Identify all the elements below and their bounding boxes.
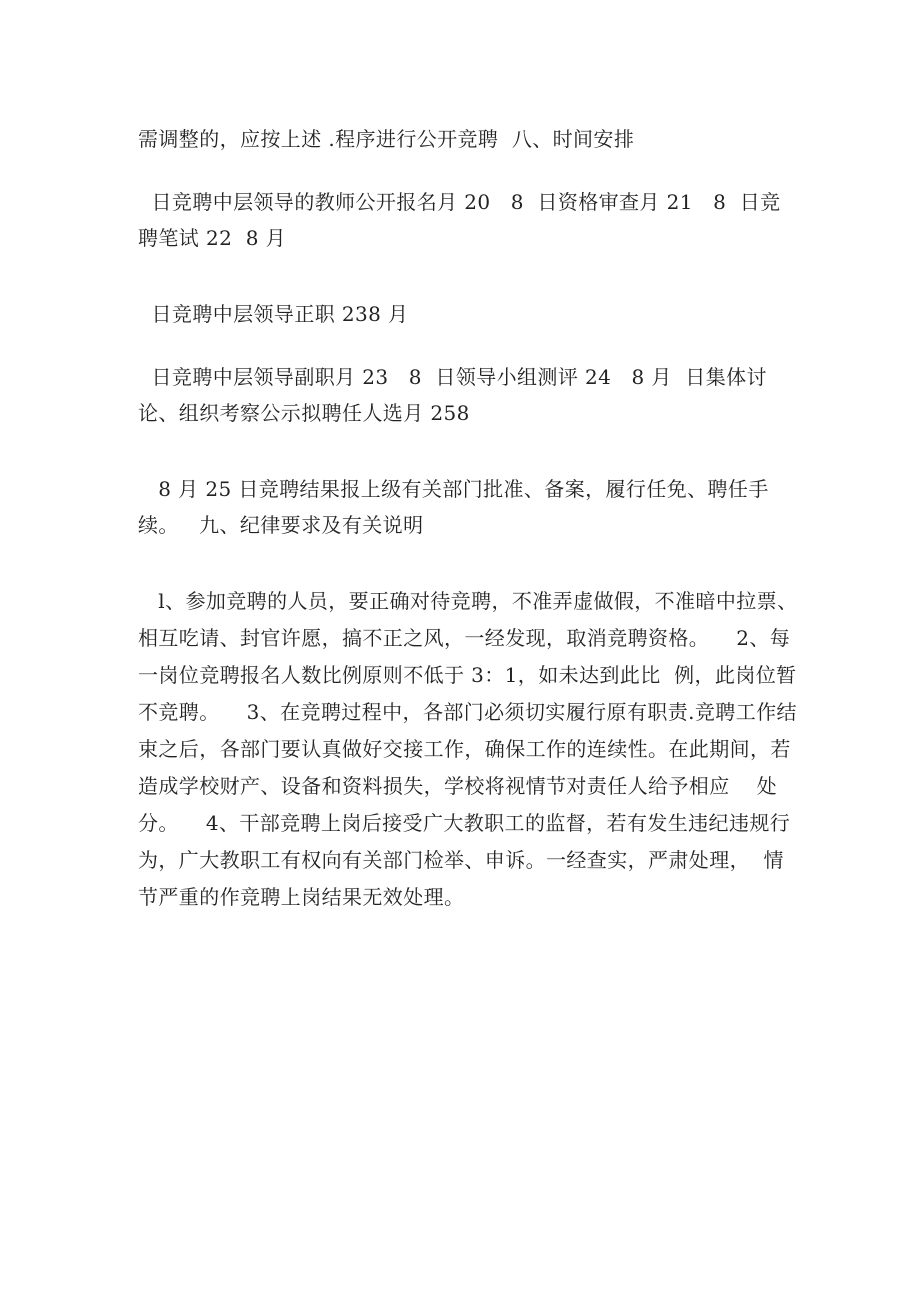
paragraph-deputy-position: 日竞聘中层领导副职月 23 8 日领导小组测评 24 8 月 日集体讨论、组织考察公示拟聘任人选月 258 bbox=[138, 365, 767, 425]
paragraph-discipline-rules: l、参加竞聘的人员，要正确对待竞聘，不准弄虚做假，不准暗中拉票、相互吃请、封官许愿，搞不正之风，一经发现，取消竞聘资格。 2、每一岗位竞聘报名人数比例原则不低于 3：1，如未达到此比 例，此岗位暂不竞聘。 3、在竞聘过程中，各部门必须切实履行原有职责.竞聘工作结束之后，各部门要认真做好交接工作，确保工作的连续性。在此期间，若造成学校财产、设备和资料损失，学校将视情节对责任人给予相应 处分。 4、干部竞聘上岗后接受广大教职工的监督，若有发生违纪违规行为，广大教职工有权向有关部门检举、申诉。一经查实，严肃处理， 情节严重的作竞聘上岗结果无效处理。 bbox=[138, 589, 798, 909]
paragraph-results-approval: 8 月 25 日竞聘结果报上级有关部门批准、备案，履行任免、聘任手续。 九、纪律要求及有关说明 bbox=[138, 477, 769, 537]
paragraph-schedule-intro: 需调整的，应按上述 .程序进行公开竞聘 八、时间安排 bbox=[138, 127, 635, 151]
paragraph-registration-dates: 日竞聘中层领导的教师公开报名月 20 8 日资格审查月 21 8 日竞聘笔试 22 8 月 bbox=[138, 190, 781, 250]
paragraph-principal-position: 日竞聘中层领导正职 238 月 bbox=[138, 302, 409, 326]
